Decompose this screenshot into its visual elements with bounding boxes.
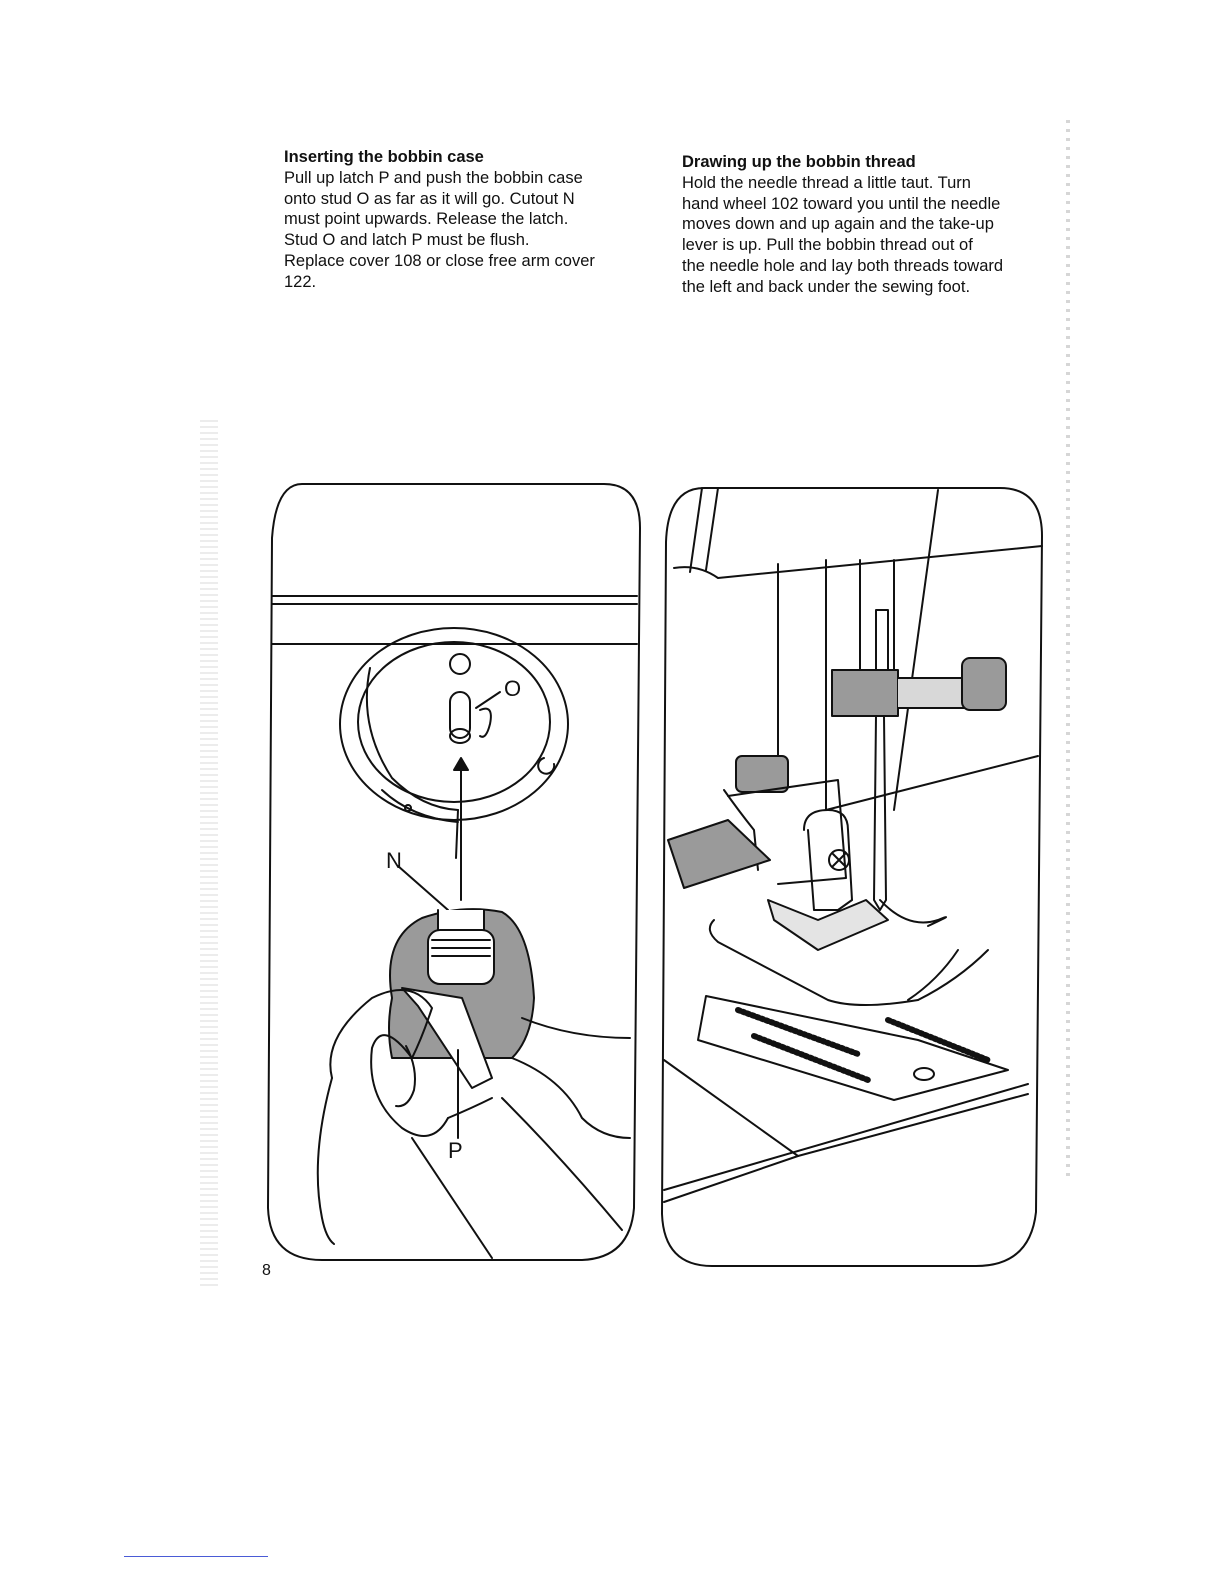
bottom-rule — [124, 1556, 268, 1557]
section-body: Hold the needle thread a little taut. Turn hand wheel 102 toward you until the needle moves down and up again and the take-up lever is up. Pull the bobbin thread out of the needle hole and lay both threads toward the left and back under the sewing foot. — [682, 173, 1004, 296]
label-n: N — [386, 848, 402, 873]
scan-edge-shadow-right — [1066, 120, 1070, 1180]
bobbin-case-illustration — [262, 478, 642, 1268]
section-heading: Inserting the bobbin case — [284, 148, 484, 166]
section-body: Pull up latch P and push the bobbin case onto stud O as far as it will go. Cutout N must point upwards. Release the latch. Stud O and latch P must be flush. Replace cover 108 or close free arm cover 122. — [284, 168, 595, 291]
inserting-bobbin-case-section — [284, 147, 654, 293]
scan-edge-shadow — [200, 420, 218, 1290]
drawing-bobbin-thread-section — [682, 152, 1062, 298]
page-number: 8 — [262, 1262, 271, 1279]
needle-presser-foot-illustration — [658, 480, 1044, 1272]
label-p: P — [448, 1138, 463, 1163]
section-heading: Drawing up the bobbin thread — [682, 153, 916, 171]
label-o: O — [504, 676, 522, 701]
